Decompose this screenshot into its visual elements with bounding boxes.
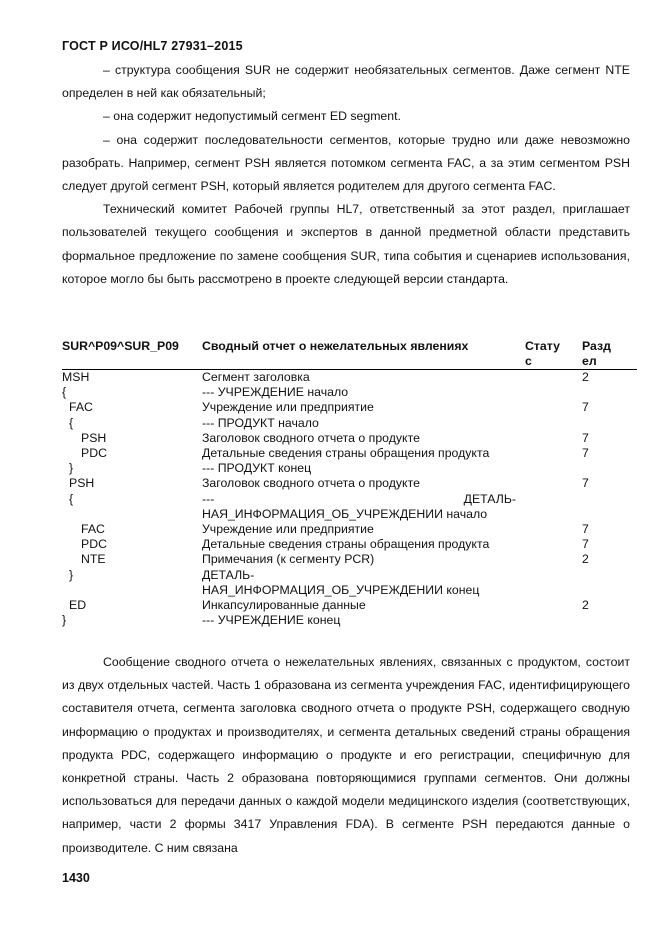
segment-description: Детальные сведения страны обращения продукта <box>202 446 490 461</box>
header-description: Сводный отчет о нежелательных явлениях <box>202 339 469 353</box>
description-part: ДЕТАЛЬ- <box>202 567 255 582</box>
table-row <box>62 613 637 628</box>
bullet-2: – она содержит недопустимый сегмент ED segment. <box>103 109 401 124</box>
segment-description: Сегмент заголовка <box>202 370 310 384</box>
segment-code: PDC <box>81 537 107 552</box>
bullet-1: – структура сообщения SUR не содержит необязательных сегментов. Даже сегмент NTE определен в ней как обязательный; <box>62 63 630 101</box>
closing-section <box>62 651 630 860</box>
segment-code: } <box>69 461 74 476</box>
segment-code: PSH <box>69 476 95 491</box>
segment-section: 2 <box>582 598 589 613</box>
segment-section: 7 <box>582 430 589 445</box>
segment-code: PDC <box>81 446 107 461</box>
segment-section: 7 <box>582 446 589 461</box>
segment-description: Учреждение или предприятие <box>202 522 374 537</box>
header-message-type: SUR^P09^SUR_P09 <box>62 339 179 353</box>
message-structure-table <box>62 337 637 628</box>
table-row <box>62 461 637 476</box>
bullet-3: – она содержит последовательности сегментов, которые трудно или даже невозможно разобрать. Например, сегмент PSH является потомком сегмента FAC, а за этим сегментом PSH следует другой сегмент PSH, который является родителем для другого сегмента FAC. <box>62 132 630 194</box>
segment-description: Примечания (к сегменту PCR) <box>202 552 375 567</box>
segment-code: { <box>69 491 74 506</box>
segment-description: Инкапсулированные данные <box>202 598 366 613</box>
segment-description: --- ПРОДУКТ конец <box>202 461 312 476</box>
segment-code: NTE <box>81 552 106 567</box>
segment-code: { <box>62 385 67 400</box>
segment-description: --- ПРОДУКТ начало <box>202 415 319 430</box>
segment-section: 7 <box>582 476 589 491</box>
segment-section: 7 <box>582 537 589 552</box>
table-row <box>62 568 637 598</box>
table-row <box>62 385 637 400</box>
segment-code: FAC <box>69 400 93 415</box>
segment-description: --- УЧРЕЖДЕНИЕ конец <box>202 613 341 628</box>
segment-description <box>202 492 516 522</box>
segment-description: Детальные сведения страны обращения продукта <box>202 537 490 552</box>
segment-section: 7 <box>582 400 589 415</box>
description-part: НАЯ_ИНФОРМАЦИЯ_ОБ_УЧРЕЖДЕНИИ конец <box>202 582 480 597</box>
table-row <box>62 598 637 613</box>
table-row <box>62 492 637 522</box>
segment-code: MSH <box>62 370 90 384</box>
committee-paragraph: Технический комитет Рабочей группы HL7, ответственный за этот раздел, приглашает пользователей текущего сообщения и экспертов в данной предметной области представить формальное предложение по замене сообщения SUR, типа события и сценариев использования, которое могло бы быть рассмотрено в проекте следующей версии стандарта. <box>62 202 630 286</box>
segment-code: PSH <box>81 430 107 445</box>
table-row <box>62 446 637 461</box>
segment-code: ED <box>69 598 87 613</box>
segment-code: } <box>62 613 67 628</box>
segment-description: Заголовок сводного отчета о продукте <box>202 476 420 491</box>
segment-description: Учреждение или предприятие <box>202 400 374 415</box>
table-row <box>62 476 637 491</box>
table-row <box>62 370 637 385</box>
segment-code: } <box>69 567 74 582</box>
document-header: ГОСТ Р ИСО/HL7 27931–2015 <box>62 39 243 53</box>
table-header <box>62 337 637 370</box>
header-status: Статус <box>525 339 560 368</box>
description-part: НАЯ_ИНФОРМАЦИЯ_ОБ_УЧРЕЖДЕНИИ начало <box>202 506 488 521</box>
intro-section <box>62 59 630 291</box>
header-section: Раздел <box>582 339 611 368</box>
table-row <box>62 400 637 415</box>
segment-code: { <box>69 415 74 430</box>
segment-code: FAC <box>81 522 105 537</box>
segment-section: 7 <box>582 522 589 537</box>
table-row <box>62 416 637 431</box>
segment-description: Заголовок сводного отчета о продукте <box>202 430 420 445</box>
table-row <box>62 537 637 552</box>
segment-section: 2 <box>582 552 589 567</box>
segment-section: 2 <box>582 370 589 384</box>
page-number: 1430 <box>62 871 90 885</box>
table-row <box>62 552 637 567</box>
description-part: --- <box>202 491 215 506</box>
closing-paragraph: Сообщение сводного отчета о нежелательных явлениях, связанных с продуктом, состоит из двух отдельных частей. Часть 1 образована из сегмента учреждения FAC, идентифицирующего составителя отчета, сегмента заголовка сводного отчета о продукте PSH, содержащего сводную информацию о продуктах и производителях, и сегмента детальных сведений страны обращения продукта PDC, содержащего информацию о продукте и его регистрации, специфичную для конкретной страны. Часть 2 образована повторяющимися группами сегментов. Они должны использоваться для передачи данных о каждой модели медицинского изделия (соответствующих, например, части 2 формы 3417 Управления FDA). В сегменте PSH передаются данные о производителе. С ним связана <box>62 655 630 855</box>
segment-description <box>202 568 516 598</box>
segment-description: --- УЧРЕЖДЕНИЕ начало <box>202 385 349 400</box>
description-part: ДЕТАЛЬ- <box>463 491 516 506</box>
table-row <box>62 522 637 537</box>
table-row <box>62 431 637 446</box>
